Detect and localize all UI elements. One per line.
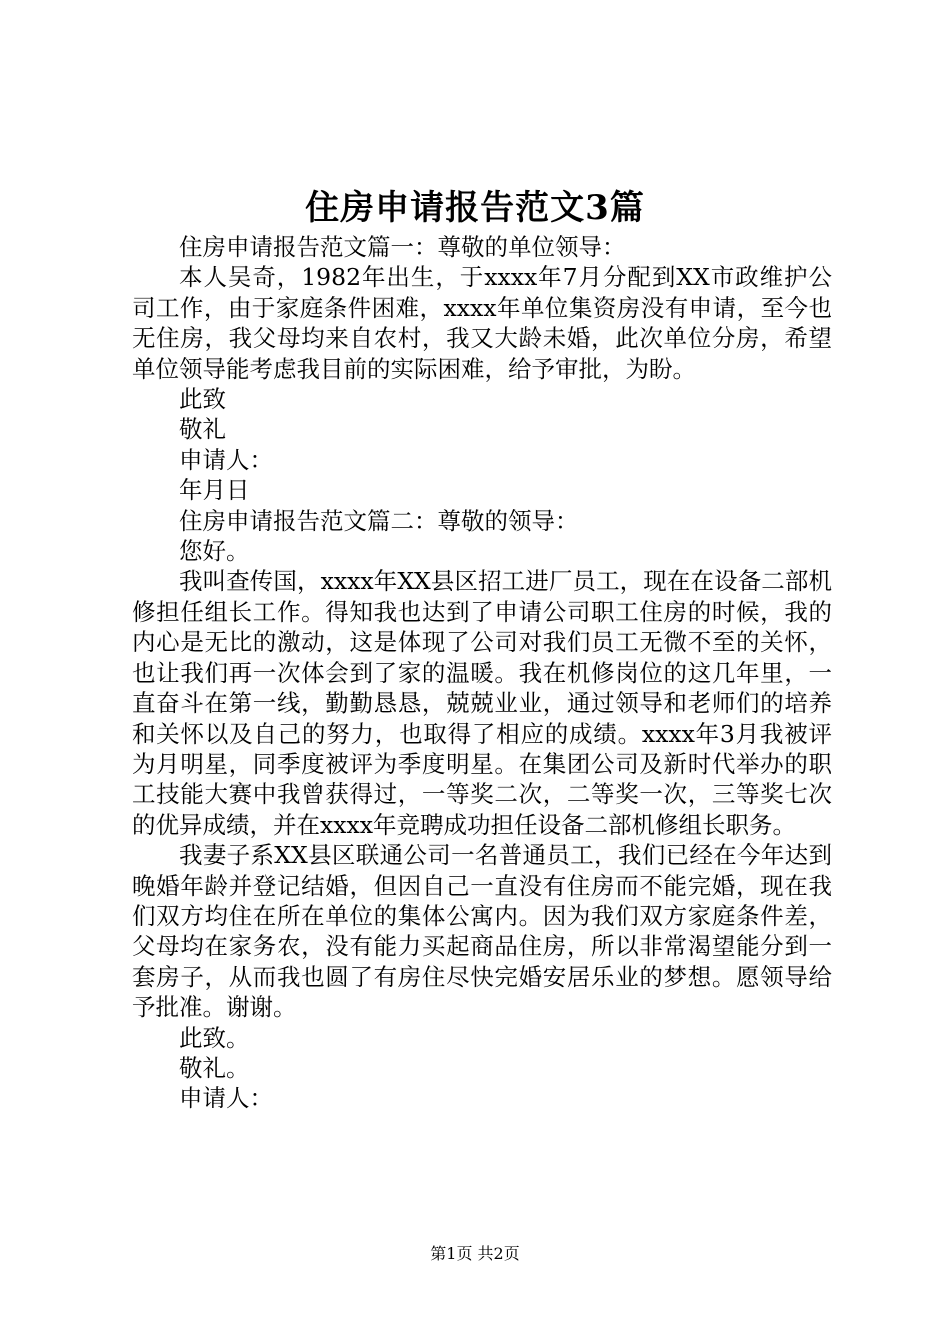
paragraph-body-2b: 我妻子系XX县区联通公司一名普通员工，我们已经在今年达到晚婚年龄并登记结婚，但因自己一直没有住房而不能完婚，现在我们双方均住在所在单位的集体公寓内。因为我们双方家庭条件差，父母均在家务农，没有能力买起商品住房，所以非常渴望能分到一套房子，从而我也圆了有房住尽快完婚安居乐业的梦想。愿领导给予批准。谢谢。 [132,841,832,1022]
paragraph-salutation-2: 住房申请报告范文篇二：尊敬的领导： [179,506,579,535]
paragraph-salutation-1: 住房申请报告范文篇一：尊敬的单位领导： [179,233,626,261]
paragraph-date-1: 年月日 [179,476,250,505]
paragraph-regards-1: 敬礼 [179,415,226,444]
document-body [132,232,832,1114]
paragraph-applicant-2: 申请人： [179,1084,273,1113]
paragraph-body-1: 本人吴奇，1982年出生，于xxxx年7月分配到XX市政维护公司工作，由于家庭条件困难，xxxx年单位集资房没有申请，至今也无住房，我父母均来自农村，我又大龄未婚，此次单位分房，希望单位领导能考虑我目前的实际困难，给予审批，为盼。 [132,263,832,383]
paragraph-greeting-2: 您好。 [179,537,250,566]
paragraph-regards-2: 敬礼。 [179,1053,250,1082]
paragraph-body-2a: 我叫查传国，xxxx年XX县区招工进厂员工，现在在设备二部机修担任组长工作。得知我也达到了申请公司职工住房的时候，我的内心是无比的激动，这是体现了公司对我们员工无微不至的关怀，也让我们再一次体会到了家的温暖。我在机修岗位的这几年里，一直奋斗在第一线，勤勤恳恳，兢兢业业，通过领导和老师们的培养和关怀以及自己的努力，也取得了相应的成绩。xxxx年3月我被评为月明星，同季度被评为季度明星。在集团公司及新时代举办的职工技能大赛中我曾获得过，一等奖二次，二等奖一次，三等奖七次的优异成绩，并在xxxx年竞聘成功担任设备二部机修组长职务。 [132,567,832,839]
paragraph-closing-2: 此致。 [179,1023,250,1052]
page-title: 住房申请报告范文3篇 [305,188,645,228]
paragraph-closing-1: 此致 [179,385,226,414]
page-footer: 第1页 共2页 [430,1244,520,1263]
paragraph-applicant-1: 申请人： [179,445,273,474]
